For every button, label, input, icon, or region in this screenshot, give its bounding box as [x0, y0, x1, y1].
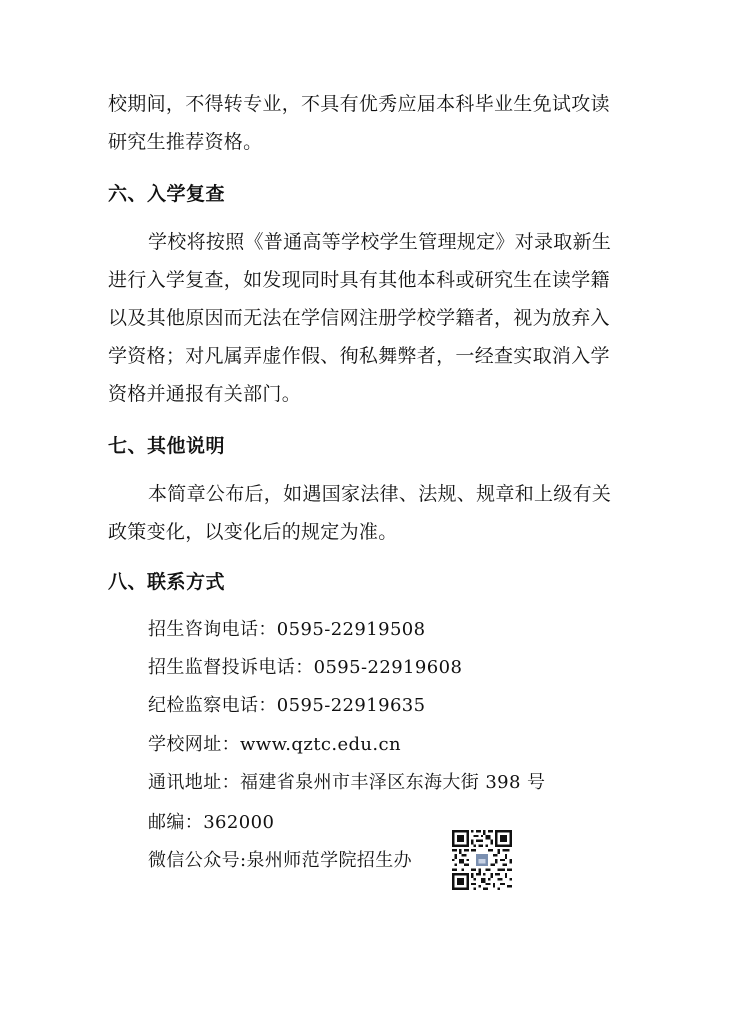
section-7-paragraph-line: 本简章公布后，如遇国家法律、法规、规章和上级有关	[148, 483, 612, 505]
contact-discipline-phone: 纪检监察电话：0595-22919635	[148, 695, 426, 716]
section-6-paragraph-line: 以及其他原因而无法在学信网注册学校学籍者，视为放弃入	[108, 307, 610, 329]
section-6-paragraph-line: 学校将按照《普通高等学校学生管理规定》对录取新生	[148, 231, 612, 253]
contact-website: 学校网址：www.qztc.edu.cn	[148, 734, 402, 755]
section-6-paragraph-line: 学资格；对凡属弄虚作假、徇私舞弊者，一经查实取消入学	[108, 345, 610, 367]
contact-wechat-account: 微信公众号:泉州师范学院招生办	[148, 850, 413, 871]
section-8-heading: 八、联系方式	[108, 571, 226, 593]
section-6-paragraph-line: 资格并通报有关部门。	[108, 383, 302, 405]
contact-admissions-phone: 招生咨询电话：0595-22919508	[148, 619, 426, 640]
section-6-heading: 六、入学复查	[108, 183, 226, 205]
intro-line-1: 校期间，不得转专业，不具有优秀应届本科毕业生免试攻读	[108, 93, 610, 115]
section-7-heading: 七、其他说明	[108, 435, 226, 457]
intro-line-2: 研究生推荐资格。	[108, 131, 263, 153]
section-6-paragraph-line: 进行入学复查，如发现同时具有其他本科或研究生在读学籍	[108, 269, 610, 291]
contact-address: 通讯地址：福建省泉州市丰泽区东海大街 398 号	[148, 772, 546, 793]
qr-code-icon	[452, 830, 512, 890]
contact-postcode: 邮编：362000	[148, 812, 275, 833]
contact-complaint-phone: 招生监督投诉电话：0595-22919608	[148, 657, 463, 678]
section-7-paragraph-line: 政策变化，以变化后的规定为准。	[108, 521, 398, 543]
